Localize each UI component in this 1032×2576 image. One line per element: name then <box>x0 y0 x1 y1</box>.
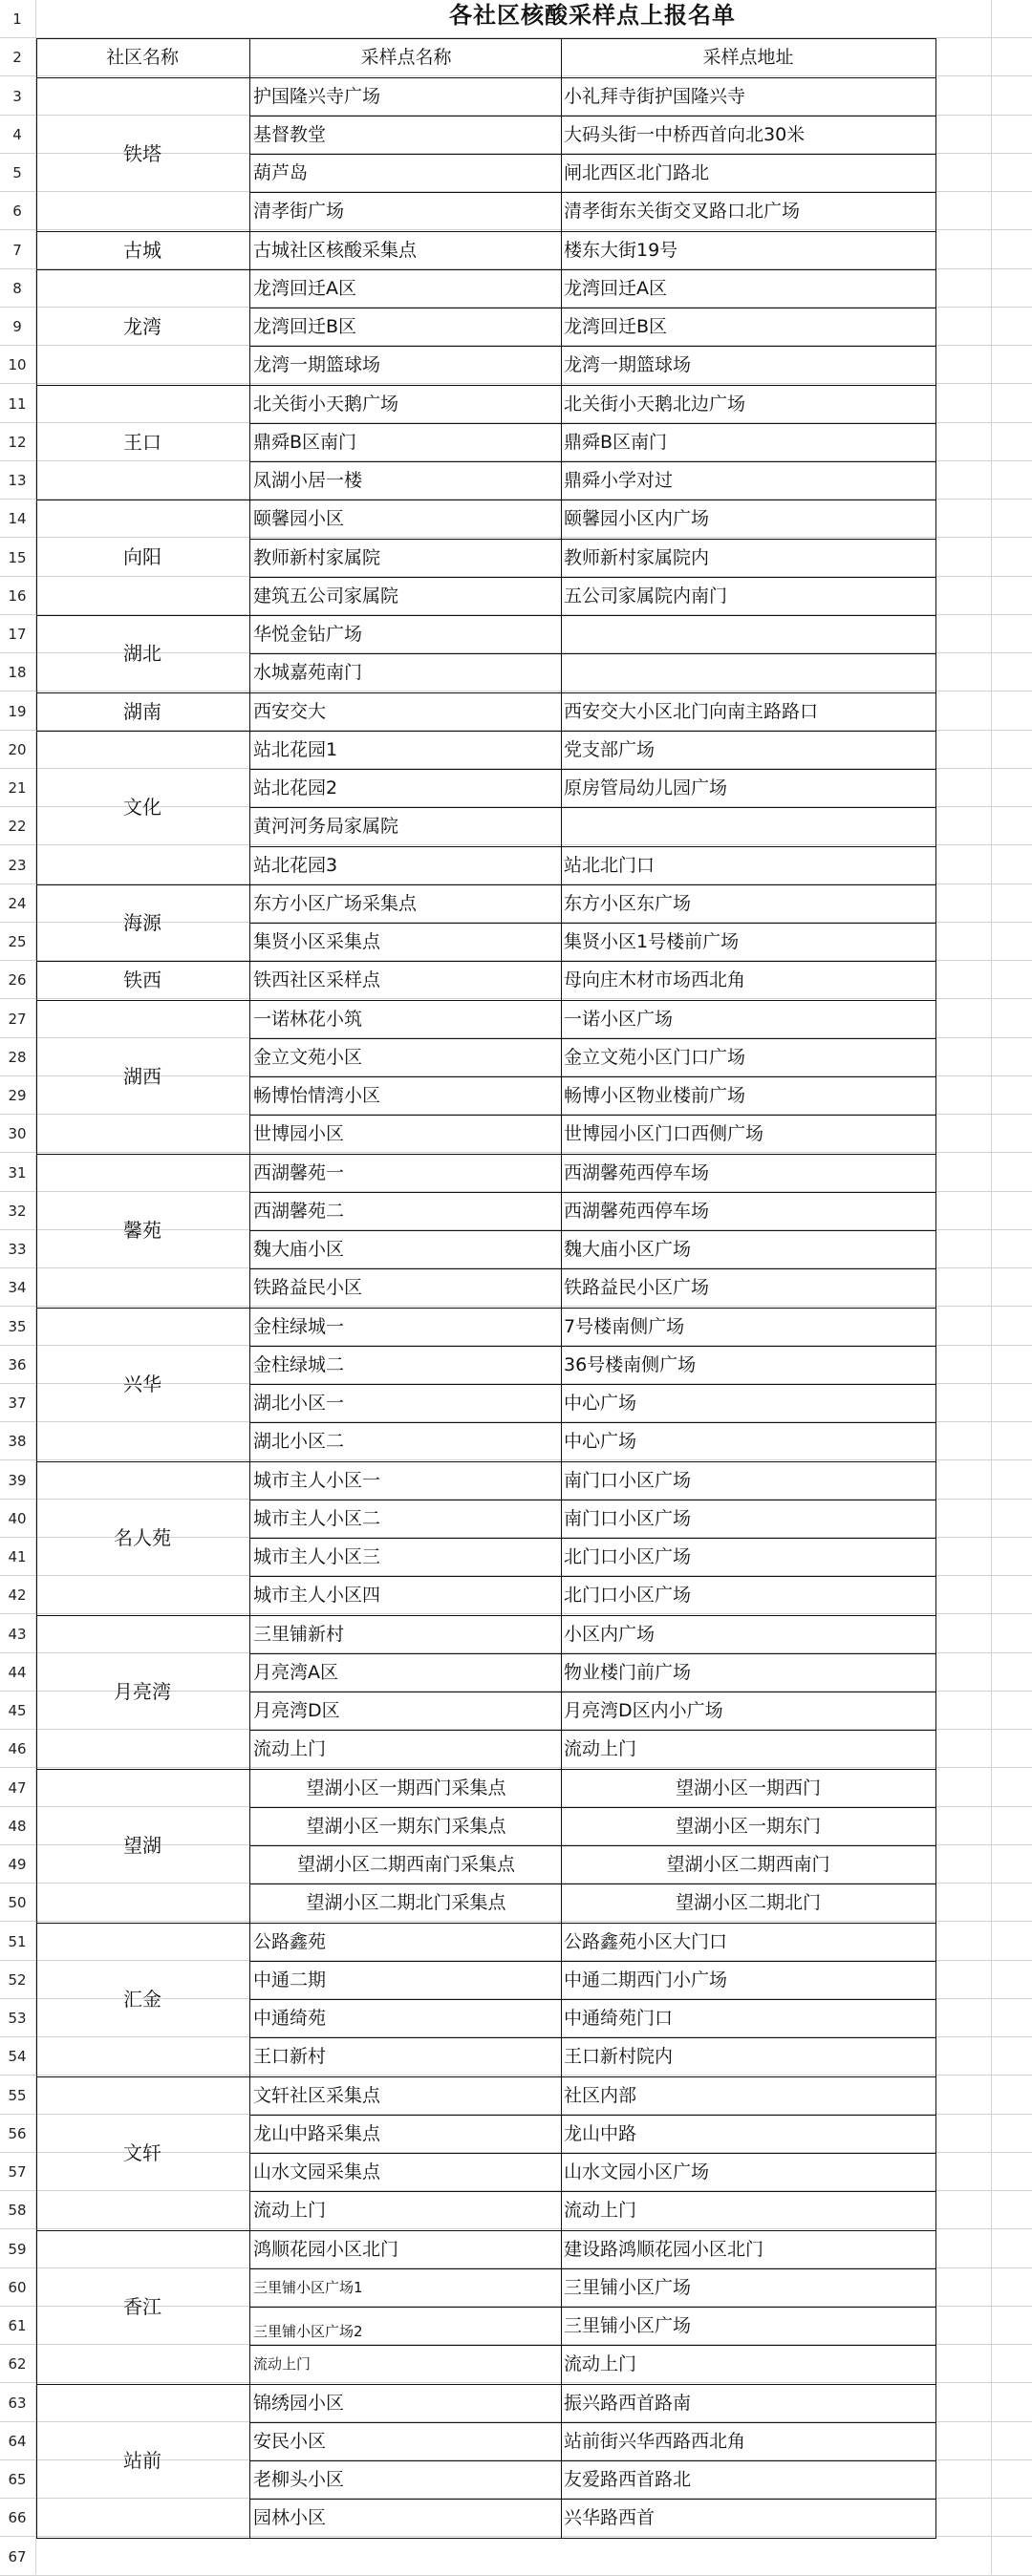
row-number[interactable]: 11 <box>8 395 27 413</box>
site-address-cell[interactable]: 中通二期西门小广场 <box>564 1969 728 1991</box>
site-name-cell[interactable]: 龙山中路采集点 <box>253 2123 381 2144</box>
community-name-cell[interactable]: 名人苑 <box>114 1526 171 1549</box>
table-border-row <box>249 154 936 155</box>
table-border-row <box>249 1000 936 1001</box>
row-number[interactable]: 2 <box>12 49 22 66</box>
table-border-row <box>249 346 936 347</box>
table-border-row <box>249 1192 936 1193</box>
site-name-cell[interactable]: 龙湾回迁B区 <box>253 316 357 337</box>
community-name-cell[interactable]: 湖西 <box>123 1065 161 1088</box>
row-number[interactable]: 36 <box>8 1356 27 1373</box>
table-border-right <box>935 38 936 2538</box>
row-number[interactable]: 20 <box>8 741 27 758</box>
site-address-cell[interactable]: 北门口小区广场 <box>564 1585 692 1606</box>
row-number[interactable]: 21 <box>8 779 27 797</box>
community-name-cell[interactable]: 湖南 <box>123 700 161 723</box>
table-border-row <box>249 2499 936 2500</box>
site-name-cell[interactable]: 鼎舜B区南门 <box>253 432 357 453</box>
site-name-cell[interactable]: 一诺林花小筑 <box>253 1009 363 1030</box>
site-name-cell[interactable]: 城市主人小区三 <box>253 1546 381 1567</box>
row-number[interactable]: 13 <box>8 472 27 489</box>
row-number[interactable]: 47 <box>8 1779 27 1797</box>
table-border-row <box>249 769 936 770</box>
row-number[interactable]: 44 <box>8 1664 27 1681</box>
community-name-cell[interactable]: 向阳 <box>123 545 161 568</box>
table-border-row <box>249 1999 936 2000</box>
site-name-cell[interactable]: 三里铺小区广场2 <box>253 2323 363 2340</box>
row-number[interactable]: 61 <box>8 2317 27 2334</box>
table-border-row <box>249 1615 936 1616</box>
row-number[interactable]: 56 <box>8 2125 27 2142</box>
site-name-cell[interactable]: 湖北小区二 <box>253 1431 345 1452</box>
site-name-cell[interactable]: 流动上门 <box>253 1738 327 1759</box>
row-number[interactable]: 33 <box>8 1241 27 1258</box>
site-name-cell[interactable]: 锦绣园小区 <box>253 2393 345 2414</box>
table-border-row <box>249 2345 936 2346</box>
table-border-row <box>249 2460 936 2461</box>
row-number[interactable]: 67 <box>8 2548 27 2565</box>
site-name-cell[interactable]: 老柳头小区 <box>253 2469 345 2490</box>
site-name-cell[interactable]: 古城社区核酸采集点 <box>253 240 418 261</box>
table-border-row <box>249 1115 936 1116</box>
community-name-cell[interactable]: 兴华 <box>123 1373 161 1395</box>
site-name-cell[interactable]: 站北花园3 <box>253 855 338 876</box>
site-name-cell[interactable]: 东方小区广场采集点 <box>253 893 418 914</box>
site-name-cell[interactable]: 流动上门 <box>253 2200 327 2221</box>
site-address-cell[interactable]: 流动上门 <box>564 1738 637 1759</box>
table-border-row <box>249 1538 936 1539</box>
table-border-row <box>249 1923 936 1924</box>
row-number[interactable]: 24 <box>8 895 27 912</box>
row-number[interactable]: 62 <box>8 2355 27 2373</box>
table-border-row <box>249 1769 936 1770</box>
table-border-row <box>249 1845 936 1846</box>
site-address-cell[interactable]: 龙山中路 <box>564 2123 637 2144</box>
site-address-cell[interactable]: 南门口小区广场 <box>564 1508 692 1529</box>
row-number[interactable]: 34 <box>8 1279 27 1296</box>
table-border-col1 <box>249 38 250 2538</box>
site-name-cell[interactable]: 站北花园2 <box>253 777 338 798</box>
site-address-cell[interactable]: 楼东大街19号 <box>564 240 678 261</box>
table-border-row <box>249 539 936 540</box>
site-name-cell[interactable]: 文轩社区采集点 <box>253 2085 381 2106</box>
table-border-row <box>249 385 936 386</box>
table-border-row <box>249 807 936 808</box>
site-address-cell[interactable]: 铁路益民小区广场 <box>564 1277 710 1298</box>
row-number[interactable]: 46 <box>8 1740 27 1757</box>
site-address-cell[interactable]: 望湖小区一期西门 <box>675 1778 821 1799</box>
table-border-row <box>249 2115 936 2116</box>
site-address-cell[interactable]: 建设路鸿顺花园小区北门 <box>564 2239 764 2260</box>
community-name-cell[interactable]: 文轩 <box>123 2141 161 2164</box>
table-border-row <box>249 269 936 270</box>
community-name-cell[interactable]: 王口 <box>123 431 161 454</box>
site-address-cell[interactable]: 振兴路西首路南 <box>564 2393 692 2414</box>
table-border-row <box>249 1461 936 1462</box>
row-number[interactable]: 17 <box>8 626 27 643</box>
site-address-cell[interactable]: 畅博小区物业楼前广场 <box>564 1085 746 1106</box>
site-address-cell[interactable] <box>564 615 933 653</box>
table-border-row <box>249 1268 936 1269</box>
site-name-cell[interactable]: 黄河河务局家属院 <box>253 816 399 837</box>
site-address-cell[interactable]: 魏大庙小区广场 <box>564 1239 692 1260</box>
row-number[interactable]: 42 <box>8 1586 27 1604</box>
site-name-cell[interactable]: 望湖小区二期西南门采集点 <box>296 1854 515 1875</box>
site-address-cell[interactable]: 望湖小区二期西南门 <box>666 1854 830 1875</box>
row-number[interactable]: 12 <box>8 434 27 451</box>
table-border-row <box>249 615 936 616</box>
site-name-cell[interactable]: 畅博怡情湾小区 <box>253 1085 381 1106</box>
site-address-cell[interactable]: 望湖小区一期东门 <box>675 1816 821 1837</box>
row-number[interactable]: 55 <box>8 2087 27 2104</box>
site-address-cell[interactable]: 东方小区东广场 <box>564 893 692 914</box>
site-address-cell[interactable]: 清孝街东关街交叉路口北广场 <box>564 201 801 222</box>
site-address-cell[interactable]: 北关街小天鹅北边广场 <box>564 394 746 415</box>
site-address-cell[interactable]: 龙湾回迁B区 <box>564 316 668 337</box>
table-border-row <box>249 1038 936 1039</box>
site-name-cell[interactable]: 建筑五公司家属院 <box>253 585 399 607</box>
site-name-cell[interactable]: 城市主人小区四 <box>253 1585 381 1606</box>
site-name-cell[interactable]: 城市主人小区一 <box>253 1470 381 1491</box>
site-name-cell[interactable]: 金立文苑小区 <box>253 1047 363 1068</box>
row-number[interactable]: 5 <box>12 164 22 181</box>
table-border-row <box>249 1384 936 1385</box>
site-name-cell[interactable]: 护国隆兴寺广场 <box>253 86 381 107</box>
site-name-cell[interactable]: 教师新村家属院 <box>253 547 381 568</box>
site-address-cell[interactable]: 鼎舜B区南门 <box>564 432 668 453</box>
site-address-cell[interactable]: 党支部广场 <box>564 739 656 760</box>
site-name-cell[interactable]: 铁西社区采样点 <box>253 969 381 990</box>
header-address: 采样点地址 <box>702 47 794 68</box>
community-name-cell[interactable]: 文化 <box>123 796 161 819</box>
site-name-cell[interactable]: 月亮湾A区 <box>253 1662 338 1683</box>
table-border-row <box>249 2422 936 2423</box>
site-address-cell[interactable]: 王口新村院内 <box>564 2046 674 2067</box>
site-name-cell[interactable]: 华悦金钻广场 <box>253 624 363 645</box>
site-name-cell[interactable]: 金柱绿城一 <box>253 1316 345 1337</box>
site-address-cell[interactable]: 月亮湾D区内小广场 <box>564 1700 723 1721</box>
community-name-cell[interactable]: 汇金 <box>123 1988 161 2011</box>
table-border-row <box>249 2230 936 2231</box>
row-number[interactable]: 3 <box>12 88 22 105</box>
table-border-group <box>36 2538 250 2539</box>
community-name-cell[interactable]: 馨苑 <box>123 1219 161 1242</box>
community-name-cell[interactable]: 香江 <box>123 2295 161 2318</box>
site-name-cell[interactable]: 望湖小区一期东门采集点 <box>306 1816 506 1837</box>
site-address-cell[interactable]: 公路鑫苑小区大门口 <box>564 1931 728 1952</box>
table-border-row <box>249 1653 936 1654</box>
site-name-cell[interactable]: 园林小区 <box>253 2507 327 2528</box>
site-name-cell[interactable]: 颐馨园小区 <box>253 508 345 529</box>
site-address-cell[interactable]: 西湖馨苑西停车场 <box>564 1201 710 1222</box>
site-name-cell[interactable]: 山水文园采集点 <box>253 2161 381 2182</box>
table-border-row <box>249 192 936 193</box>
community-name-cell[interactable]: 海源 <box>123 911 161 934</box>
row-number[interactable]: 57 <box>8 2163 27 2181</box>
table-border-row <box>249 2307 936 2308</box>
row-number[interactable]: 52 <box>8 1971 27 1989</box>
community-name-cell[interactable]: 站前 <box>123 2449 161 2472</box>
site-name-cell[interactable]: 金柱绿城二 <box>253 1354 345 1375</box>
site-name-cell[interactable]: 西安交大 <box>253 701 327 722</box>
table-border-col2 <box>561 38 562 2538</box>
site-address-cell[interactable]: 小礼拜寺街护国隆兴寺 <box>564 86 746 107</box>
site-name-cell[interactable]: 葫芦岛 <box>253 162 309 183</box>
site-address-cell[interactable]: 中心广场 <box>564 1393 637 1414</box>
site-name-cell[interactable]: 凤湖小居一楼 <box>253 470 363 491</box>
site-name-cell[interactable]: 龙湾回迁A区 <box>253 278 356 299</box>
community-name-cell[interactable]: 古城 <box>123 239 161 262</box>
site-address-cell[interactable]: 鼎舜小学对过 <box>564 470 674 491</box>
site-name-cell[interactable]: 城市主人小区二 <box>253 1508 381 1529</box>
row-number[interactable]: 45 <box>8 1702 27 1719</box>
table-border-row <box>249 423 936 424</box>
site-address-cell[interactable]: 金立文苑小区门口广场 <box>564 1047 746 1068</box>
row-number[interactable]: 32 <box>8 1203 27 1220</box>
row-number[interactable]: 50 <box>8 1894 27 1911</box>
row-number[interactable]: 41 <box>8 1548 27 1565</box>
site-name-cell[interactable]: 西湖馨苑二 <box>253 1201 345 1222</box>
table-border-row <box>249 961 936 962</box>
row-number[interactable]: 63 <box>8 2395 27 2412</box>
table-border-row <box>249 923 936 924</box>
row-number[interactable]: 35 <box>8 1318 27 1335</box>
site-address-cell[interactable]: 南门口小区广场 <box>564 1470 692 1491</box>
site-name-cell[interactable]: 流动上门 <box>253 2355 312 2373</box>
site-address-cell[interactable]: 教师新村家属院内 <box>564 547 710 568</box>
site-name-cell[interactable]: 月亮湾D区 <box>253 1700 340 1721</box>
row-number[interactable]: 48 <box>8 1818 27 1835</box>
site-name-cell[interactable]: 站北花园1 <box>253 739 338 760</box>
site-name-cell[interactable]: 鸿顺花园小区北门 <box>253 2239 399 2260</box>
site-address-cell[interactable]: 母向庄木材市场西北角 <box>564 969 746 990</box>
community-name-cell[interactable]: 龙湾 <box>123 315 161 338</box>
row-number[interactable]: 66 <box>8 2509 27 2526</box>
table-border-row <box>249 1308 936 1309</box>
row-number[interactable]: 38 <box>8 1433 27 1450</box>
site-name-cell[interactable]: 基督教堂 <box>253 124 327 145</box>
community-name-cell[interactable]: 湖北 <box>123 642 161 665</box>
site-address-cell[interactable]: 龙湾回迁A区 <box>564 278 667 299</box>
table-border-row <box>249 2384 936 2385</box>
community-name-cell[interactable]: 月亮湾 <box>114 1680 171 1703</box>
row-number[interactable]: 58 <box>8 2202 27 2219</box>
site-address-cell[interactable]: 颐馨园小区内广场 <box>564 508 710 529</box>
row-number[interactable]: 49 <box>8 1856 27 1873</box>
site-name-cell[interactable]: 水城嘉苑南门 <box>253 662 363 683</box>
table-border-top <box>36 38 936 39</box>
row-number[interactable]: 53 <box>8 2010 27 2027</box>
row-number[interactable]: 1 <box>12 11 22 28</box>
row-number[interactable]: 31 <box>8 1164 27 1182</box>
header-site: 采样点名称 <box>360 47 452 68</box>
site-address-cell[interactable]: 站北北门口 <box>564 855 656 876</box>
site-name-cell[interactable]: 清孝街广场 <box>253 201 345 222</box>
row-number[interactable]: 30 <box>8 1125 27 1142</box>
row-number[interactable]: 60 <box>8 2279 27 2296</box>
site-address-cell[interactable]: 友爱路西首路北 <box>564 2469 692 2490</box>
site-address-cell[interactable]: 三里铺小区广场 <box>564 2315 692 2336</box>
site-address-cell[interactable]: 大码头街一中桥西首向北30米 <box>564 124 806 145</box>
site-address-cell[interactable]: 流动上门 <box>564 2200 637 2221</box>
site-address-cell[interactable]: 龙湾一期篮球场 <box>564 354 692 375</box>
site-address-cell[interactable]: 五公司家属院内南门 <box>564 585 728 607</box>
row-number[interactable]: 19 <box>8 703 27 720</box>
site-name-cell[interactable]: 北关街小天鹅广场 <box>253 394 399 415</box>
site-name-cell[interactable]: 公路鑫苑 <box>253 1931 327 1952</box>
site-name-cell[interactable]: 中通绮苑 <box>253 2008 327 2029</box>
community-name-cell[interactable]: 铁塔 <box>123 142 161 165</box>
site-name-cell[interactable]: 世博园小区 <box>253 1123 345 1144</box>
site-address-cell[interactable]: 中通绮苑门口 <box>564 2008 674 2029</box>
site-name-cell[interactable]: 安民小区 <box>253 2431 327 2452</box>
header-community: 社区名称 <box>105 47 179 68</box>
site-address-cell[interactable]: 山水文园小区广场 <box>564 2161 710 2182</box>
site-name-cell[interactable]: 湖北小区一 <box>253 1393 345 1414</box>
table-border-row <box>249 116 936 117</box>
table-border-row <box>249 2538 936 2539</box>
row-number[interactable]: 37 <box>8 1394 27 1412</box>
row-number[interactable]: 28 <box>8 1049 27 1066</box>
site-address-cell[interactable]: 望湖小区二期北门 <box>675 1892 821 1913</box>
site-address-cell[interactable]: 北门口小区广场 <box>564 1546 692 1567</box>
row-number[interactable]: 8 <box>12 280 22 297</box>
table-border-row <box>249 1961 936 1962</box>
row-number[interactable]: 23 <box>8 857 27 874</box>
site-address-cell[interactable]: 一诺小区广场 <box>564 1009 674 1030</box>
table-border-row <box>249 308 936 309</box>
row-number[interactable]: 27 <box>8 1011 27 1028</box>
row-number[interactable]: 54 <box>8 2048 27 2065</box>
site-address-cell[interactable]: 中心广场 <box>564 1431 637 1452</box>
community-name-cell[interactable]: 铁西 <box>123 969 161 991</box>
table-border-row <box>249 884 936 885</box>
row-number[interactable]: 64 <box>8 2433 27 2450</box>
site-address-cell[interactable]: 闸北西区北门路北 <box>564 162 710 183</box>
site-address-cell[interactable]: 原房管局幼儿园广场 <box>564 777 728 798</box>
site-address-cell[interactable]: 三里铺小区广场 <box>564 2277 692 2298</box>
table-border-row <box>249 577 936 578</box>
site-address-cell[interactable]: 物业楼门前广场 <box>564 1662 692 1683</box>
community-name-cell[interactable]: 望湖 <box>123 1834 161 1857</box>
table-border-row <box>249 653 936 654</box>
table-border-row <box>249 231 936 232</box>
row-number[interactable]: 7 <box>12 242 22 259</box>
site-address-cell[interactable]: 7号楼南侧广场 <box>564 1316 685 1337</box>
site-name-cell[interactable]: 王口新村 <box>253 2046 327 2067</box>
row-number[interactable]: 25 <box>8 933 27 950</box>
site-name-cell[interactable]: 三里铺新村 <box>253 1624 345 1645</box>
table-border-row <box>249 846 936 847</box>
row-number[interactable]: 26 <box>8 971 27 989</box>
row-number[interactable]: 14 <box>8 510 27 527</box>
table-border-row <box>249 1422 936 1423</box>
site-address-cell[interactable]: 西安交大小区北门向南主路路口 <box>564 701 819 722</box>
table-border-row <box>249 1346 936 1347</box>
site-name-cell[interactable]: 西湖馨苑一 <box>253 1162 345 1183</box>
site-name-cell[interactable]: 望湖小区一期西门采集点 <box>306 1778 506 1799</box>
site-address-cell[interactable]: 流动上门 <box>564 2353 637 2374</box>
row-number[interactable]: 29 <box>8 1087 27 1104</box>
table-border-row <box>249 731 936 732</box>
table-border-row <box>249 1500 936 1501</box>
table-border-row <box>249 2268 936 2269</box>
row-number[interactable]: 15 <box>8 549 27 566</box>
row-number[interactable]: 6 <box>12 202 22 220</box>
row-number[interactable]: 40 <box>8 1510 27 1527</box>
site-address-cell[interactable]: 站前街兴华西路西北角 <box>564 2431 746 2452</box>
table-border-row <box>249 1154 936 1155</box>
site-address-cell[interactable] <box>564 653 933 692</box>
row-number[interactable]: 43 <box>8 1626 27 1643</box>
site-name-cell[interactable]: 龙湾一期篮球场 <box>253 354 381 375</box>
table-border-row <box>249 2153 936 2154</box>
table-border-row <box>249 1230 936 1231</box>
site-name-cell[interactable]: 铁路益民小区 <box>253 1277 363 1298</box>
site-address-cell[interactable]: 36号楼南侧广场 <box>564 1354 697 1375</box>
table-border-row <box>249 461 936 462</box>
table-border-row <box>249 1576 936 1577</box>
site-name-cell[interactable]: 望湖小区二期北门采集点 <box>306 1892 506 1913</box>
site-address-cell[interactable]: 兴华路西首 <box>564 2507 656 2528</box>
table-border-row <box>249 692 936 693</box>
row-number[interactable]: 59 <box>8 2241 27 2258</box>
site-name-cell[interactable]: 集贤小区采集点 <box>253 931 381 952</box>
site-name-cell[interactable]: 三里铺小区广场1 <box>253 2279 363 2296</box>
row-number[interactable]: 9 <box>12 318 22 335</box>
site-name-cell[interactable]: 魏大庙小区 <box>253 1239 345 1260</box>
site-address-cell[interactable]: 小区内广场 <box>564 1624 656 1645</box>
site-address-cell[interactable] <box>564 807 933 845</box>
sheet-row[interactable] <box>0 2538 1032 2576</box>
table-border-row <box>249 1730 936 1731</box>
row-number[interactable]: 39 <box>8 1472 27 1489</box>
row-number[interactable]: 16 <box>8 587 27 605</box>
site-address-cell[interactable]: 世博园小区门口西侧广场 <box>564 1123 764 1144</box>
table-border-row <box>249 2037 936 2038</box>
row-number[interactable]: 18 <box>8 664 27 681</box>
row-number[interactable]: 51 <box>8 1933 27 1950</box>
sheet-title: 各社区核酸采样点上报名单 <box>449 2 736 29</box>
table-border-row <box>249 2191 936 2192</box>
site-name-cell[interactable]: 中通二期 <box>253 1969 327 1991</box>
table-border-row <box>249 2076 936 2077</box>
site-address-cell[interactable]: 社区内部 <box>564 2085 637 2106</box>
site-address-cell[interactable]: 集贤小区1号楼前广场 <box>564 931 740 952</box>
table-border-row <box>249 1807 936 1808</box>
site-address-cell[interactable]: 西湖馨苑西停车场 <box>564 1162 710 1183</box>
table-border-row <box>249 1076 936 1077</box>
row-number[interactable]: 10 <box>8 356 27 373</box>
row-number[interactable]: 4 <box>12 126 22 143</box>
row-number[interactable]: 65 <box>8 2471 27 2488</box>
row-number[interactable]: 22 <box>8 818 27 835</box>
